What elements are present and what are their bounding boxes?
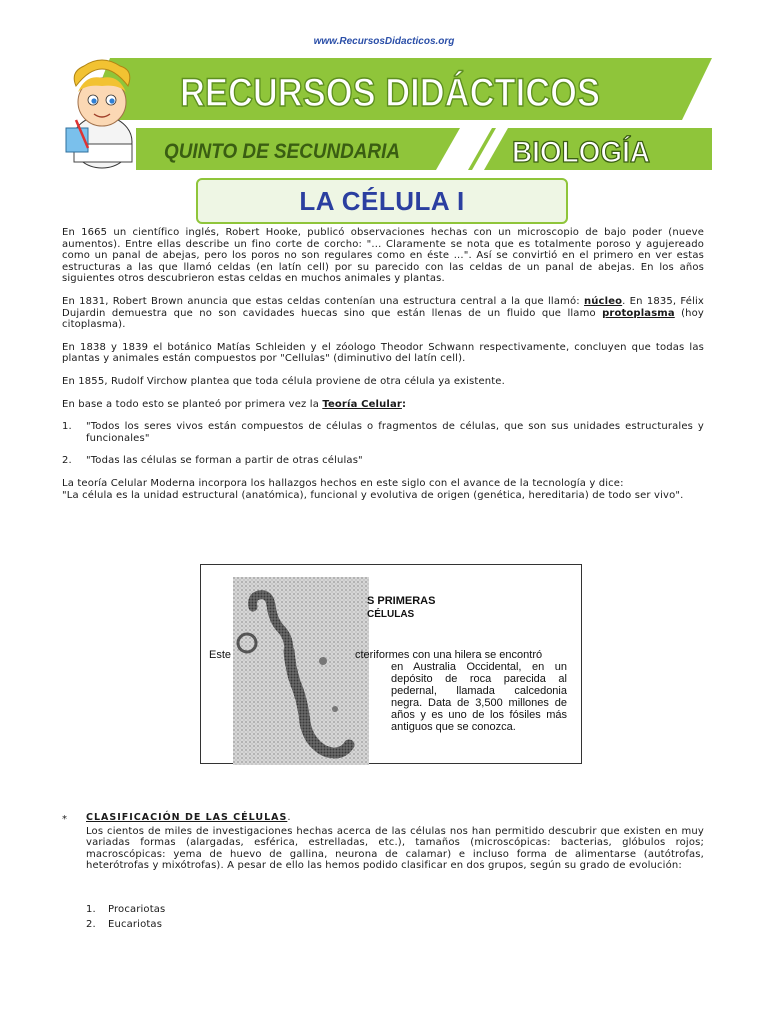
section-heading: CLASIFICACIÓN DE LAS CÉLULAS xyxy=(86,812,288,823)
figure-caption-line: cteriformes con una hilera se encontró xyxy=(355,649,543,661)
page-title-box xyxy=(196,178,568,224)
list-text: Procariotas xyxy=(108,903,166,915)
student-mascot-icon xyxy=(66,60,132,168)
list-item xyxy=(62,455,704,467)
paragraph-text: : xyxy=(401,398,407,410)
fossil-figure xyxy=(200,564,582,764)
page-title: LA CÉLULA I xyxy=(299,186,465,216)
site-url: www.RecursosDidacticos.org xyxy=(313,36,455,47)
figure-caption: en Australia Occidental, en un depósito de roca parecida al pedernal, llamada calcedonia negra. Data de 3,500 millones de años y es uno de los fósiles más antiguos que se conozca. xyxy=(391,661,567,733)
list-text: "Todos los seres vivos están compuestos de células o fragmentos de células, que son sus unidades estructurales y funcionales" xyxy=(86,421,704,444)
grade-label: QUINTO DE SECUNDARIA xyxy=(164,140,400,163)
figure-subtitle: CÉLULAS xyxy=(367,609,415,620)
paragraph-text: "La célula es la unidad estructural (anatómica), funcional y evolutiva de origen (genética, hereditaria) de todo ser vivo". xyxy=(62,489,684,501)
paragraph-hooke: En 1665 un científico inglés, Robert Hooke, publicó observaciones hechas con un microscopio de bajo poder (nueve aumentos). Entre ellas describe un fino corte de corcho: "... Claramente se nota que es totalmente poroso y agujereado como un panal de abejas, pero los poros no son regulares como en éste ...". Así se convirtió en el primero en ver estas estructuras a las que llamó celdas (en latín cell) por su parecido con las celdas de un panal de abejas. En los años siguientes otros descubrieron estas celdas en muchos animales y plantas. xyxy=(62,227,704,285)
term-teoria-celular: Teoría Celular xyxy=(322,398,402,410)
list-item xyxy=(62,421,704,444)
cell-groups-list xyxy=(86,904,704,930)
term-nucleo: núcleo xyxy=(584,295,623,307)
paragraph-text: En 1831, Robert Brown anuncia que estas celdas contenían una estructura central a la que llamó: xyxy=(62,295,584,307)
paragraph-text: . En 1835, Félix Dujardin demuestra que no son cavidades huecas sino que están llenas de un fluido que llamo xyxy=(62,295,704,319)
paragraph-text: (hoy citoplasma). xyxy=(62,307,704,331)
bullet-star: * xyxy=(62,814,68,825)
list-item xyxy=(86,904,704,916)
header-banner xyxy=(56,56,712,174)
paragraph-modern-theory xyxy=(62,478,704,501)
list-number: 1. xyxy=(62,421,72,433)
subject-label: BIOLOGÍA xyxy=(512,136,661,169)
list-text: Eucariotas xyxy=(108,918,163,930)
heading-suffix: . xyxy=(287,812,291,823)
figure-caption-start: Este xyxy=(209,649,232,661)
paragraph-theory-intro xyxy=(62,399,704,411)
paragraph-text: En base a todo esto se planteó por primera vez la xyxy=(62,398,323,410)
term-protoplasma: protoplasma xyxy=(602,307,675,319)
theory-list xyxy=(62,421,704,467)
document-body xyxy=(62,227,704,512)
paragraph-brown xyxy=(62,296,704,331)
classification-paragraph: Los cientos de miles de investigaciones hechas acerca de las células nos han permitido descubrir que existen en muy variadas formas (alargadas, esférica, estrelladas, etc.), tamaños (microscópicas: bacterias, glóbulos rojos; macroscópicas: yema de huevo de gallina, neurona de calamar) e incluso forma de alimentarse (autótrofas, heterótrofas y mixótrofas). A pesar de ello las hemos podido clasificar en dos grupos, según su grado de evolución: xyxy=(86,825,704,872)
paragraph-virchow: En 1855, Rudolf Virchow plantea que toda célula proviene de otra célula ya existente. xyxy=(62,375,505,387)
list-number: 2. xyxy=(62,455,72,467)
list-number: 2. xyxy=(86,918,96,930)
brand-title: RECURSOS DIDÁCTICOS xyxy=(180,71,667,115)
classification-section xyxy=(62,812,704,933)
list-text: "Todas las células se forman a partir de otras células" xyxy=(86,455,363,467)
fossil-cells-image xyxy=(233,577,369,765)
list-item xyxy=(86,919,704,931)
figure-title: S PRIMERAS xyxy=(367,595,436,607)
list-number: 1. xyxy=(86,903,96,915)
paragraph-schleiden: En 1838 y 1839 el botánico Matías Schleiden y el zóologo Theodor Schwann respectivamente, concluyen que todas las plantas y animales están compuestos por "Cellulas" (diminutivo del latín cell). xyxy=(62,341,704,365)
paragraph-text: La teoría Celular Moderna incorpora los hallazgos hechos en este siglo con el avance de la tecnología y dice: xyxy=(62,477,624,489)
